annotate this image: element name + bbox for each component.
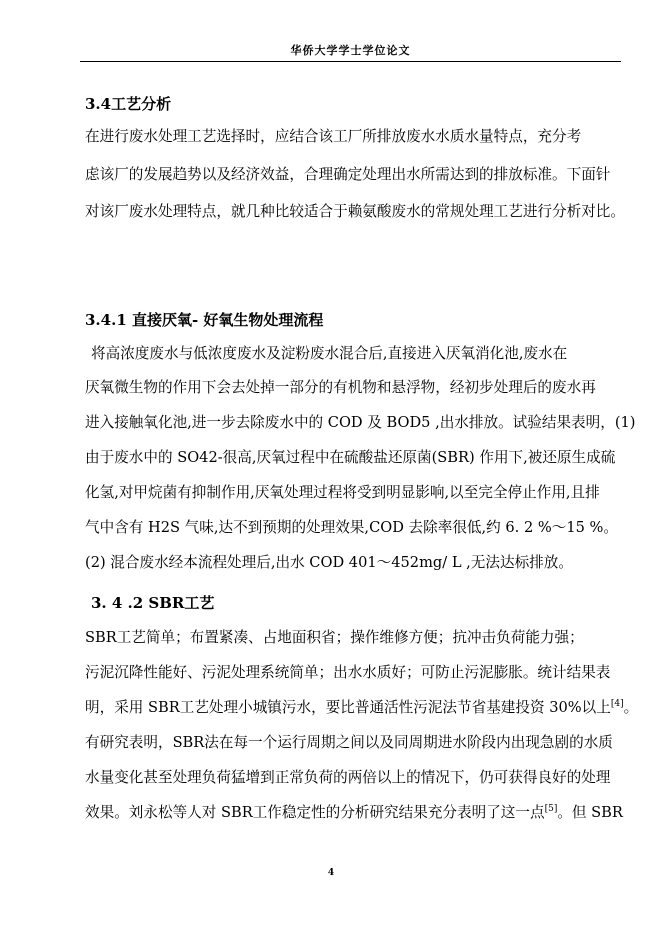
paragraph-line: 对该厂废水处理特点，就几种比较适合于赖氨酸废水的常规处理工艺进行分析对比。: [85, 203, 625, 220]
section-heading-3-4: 3.4工艺分析: [85, 95, 172, 113]
paragraph-text: 。但 SBR: [557, 804, 623, 821]
paragraph-line: [85, 696, 639, 720]
paragraph-line: 虑该厂的发展趋势以及经济效益，合理确定处理出水所需达到的排放标准。下面针: [85, 166, 611, 183]
paragraph-text: 。: [623, 699, 639, 716]
paragraph-line: 水量变化甚至处理负荷猛增到正常负荷的两倍以上的情况下，仍可获得良好的处理: [85, 769, 611, 786]
paragraph-line: 化氢,对甲烷菌有抑制作用,厌氧处理过程将受到明显影响,以至完全停止作用,且排: [85, 484, 600, 501]
page-number: 4: [327, 868, 335, 878]
paragraph-line: 进入接触氧化池,进一步去除废水中的 COD 及 BOD5 ,出水排放。试验结果表明，(1): [85, 414, 636, 431]
paragraph-line: (2) 混合废水经本流程处理后,出水 COD 401～452mg/ L ,无法达标排放。: [85, 554, 573, 571]
paragraph-line: 污泥沉降性能好、污泥处理系统简单；出水水质好；可防止污泥膨胀。统计结果表: [85, 664, 611, 681]
section-heading-3-4-2: 3. 4 .2 SBR工艺: [91, 594, 215, 612]
section-heading-3-4-1: 3.4.1 直接厌氧- 好氧生物处理流程: [85, 311, 324, 329]
header-divider: [80, 61, 621, 62]
citation-ref-4[interactable]: [4]: [610, 699, 624, 710]
running-header: 华侨大学学士学位论文: [290, 44, 411, 57]
paragraph-line: 气中含有 H2S 气味,达不到预期的处理效果,COD 去除率很低,约 6. 2 %～15 %。: [85, 519, 618, 536]
paragraph-line: 有研究表明，SBR法在每一个运行周期之间以及同周期进水阶段内出现急剧的水质: [85, 734, 613, 751]
paragraph-line: 由于废水中的 SO42-很高,厌氧过程中在硫酸盐还原菌(SBR) 作用下,被还原生成硫: [85, 449, 616, 466]
paragraph-line: 将高浓度废水与低浓度废水及淀粉废水混合后,直接进入厌氧消化池,废水在: [91, 345, 568, 362]
paragraph-line: 厌氧微生物的作用下会去处掉一部分的有机物和悬浮物，经初步处理后的废水再: [85, 379, 596, 396]
paragraph-text: 明，采用 SBR工艺处理小城镇污水，要比普通活性污泥法节省基建投资 30%以上: [85, 699, 611, 716]
paragraph-line: [85, 801, 625, 825]
paragraph-line: 在进行废水处理工艺选择时，应结合该工厂所排放废水水质水量特点，充分考: [85, 128, 582, 145]
paragraph-line: SBR工艺简单；布置紧凑、占地面积省；操作维修方便；抗冲击负荷能力强；: [85, 629, 584, 646]
paragraph-text: 效果。刘永松等人对 SBR工作稳定性的分析研究结果充分表明了这一点: [85, 804, 545, 821]
citation-ref-5[interactable]: [5]: [544, 804, 558, 815]
